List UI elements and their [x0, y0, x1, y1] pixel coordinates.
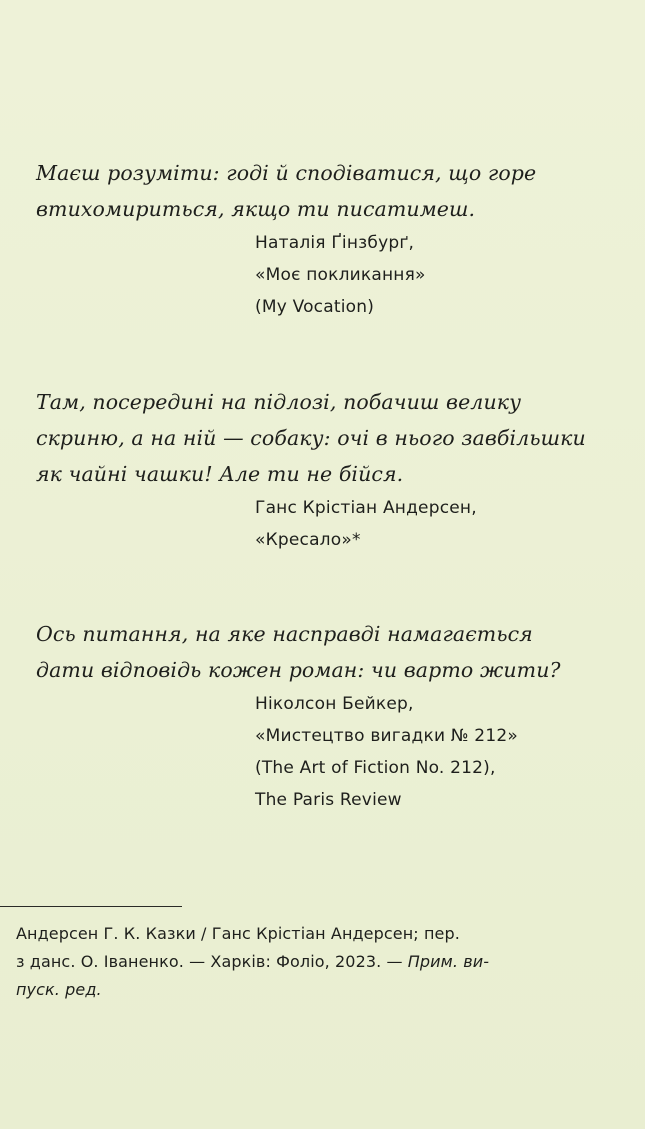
footnote-line	[16, 948, 616, 976]
footnote-editor-note: пуск. ред.	[16, 980, 102, 999]
attribution-line: Наталія Ґінзбурґ,	[255, 233, 415, 253]
footnote-editor-note: Прим. ви-	[407, 952, 490, 971]
epigraph-quote	[36, 384, 611, 492]
quote-line: втихомириться, якщо ти писатимеш.	[36, 197, 476, 221]
attribution-line: «Моє покликання»	[255, 265, 426, 285]
epigraph-attribution	[255, 492, 611, 556]
quote-line: Маєш розуміти: годі й сподіватися, що горе	[36, 161, 537, 185]
quote-line: Ось питання, на яке насправді намагається	[36, 622, 533, 646]
attribution-line: «Мистецтво вигадки № 212»	[255, 726, 518, 746]
attribution-line: «Кресало»*	[255, 530, 361, 550]
quote-line: Там, посередині на підлозі, побачиш велику	[36, 390, 522, 414]
quote-line: як чайні чашки! Але ти не бійся.	[36, 462, 404, 486]
footnote-line	[16, 976, 616, 1004]
attribution-line: (My Vocation)	[255, 297, 375, 317]
epigraph-attribution	[255, 227, 611, 323]
attribution-line: The Paris Review	[255, 790, 402, 810]
attribution-line: Ніколсон Бейкер,	[255, 694, 414, 714]
footnote	[16, 920, 616, 1004]
quote-line: дати відповідь кожен роман: чи варто жити?	[36, 658, 561, 682]
epigraph-attribution	[255, 688, 611, 816]
quote-line: скриню, а на ній — собаку: очі в нього завбільшки	[36, 426, 586, 450]
epigraph-quote	[36, 155, 611, 227]
epigraph-quote	[36, 616, 611, 688]
epigraph-3	[36, 616, 611, 816]
epigraph-1	[36, 155, 611, 323]
epigraph-2	[36, 384, 611, 556]
footnote-text: з данс. О. Іваненко. — Харків: Фоліо, 2023. —	[16, 952, 408, 971]
footnote-line: Андерсен Г. К. Казки / Ганс Крістіан Андерсен; пер.	[16, 924, 460, 943]
attribution-line: (The Art of Fiction No. 212),	[255, 758, 496, 778]
attribution-line: Ганс Крістіан Андерсен,	[255, 498, 477, 518]
footnote-divider	[0, 906, 182, 907]
